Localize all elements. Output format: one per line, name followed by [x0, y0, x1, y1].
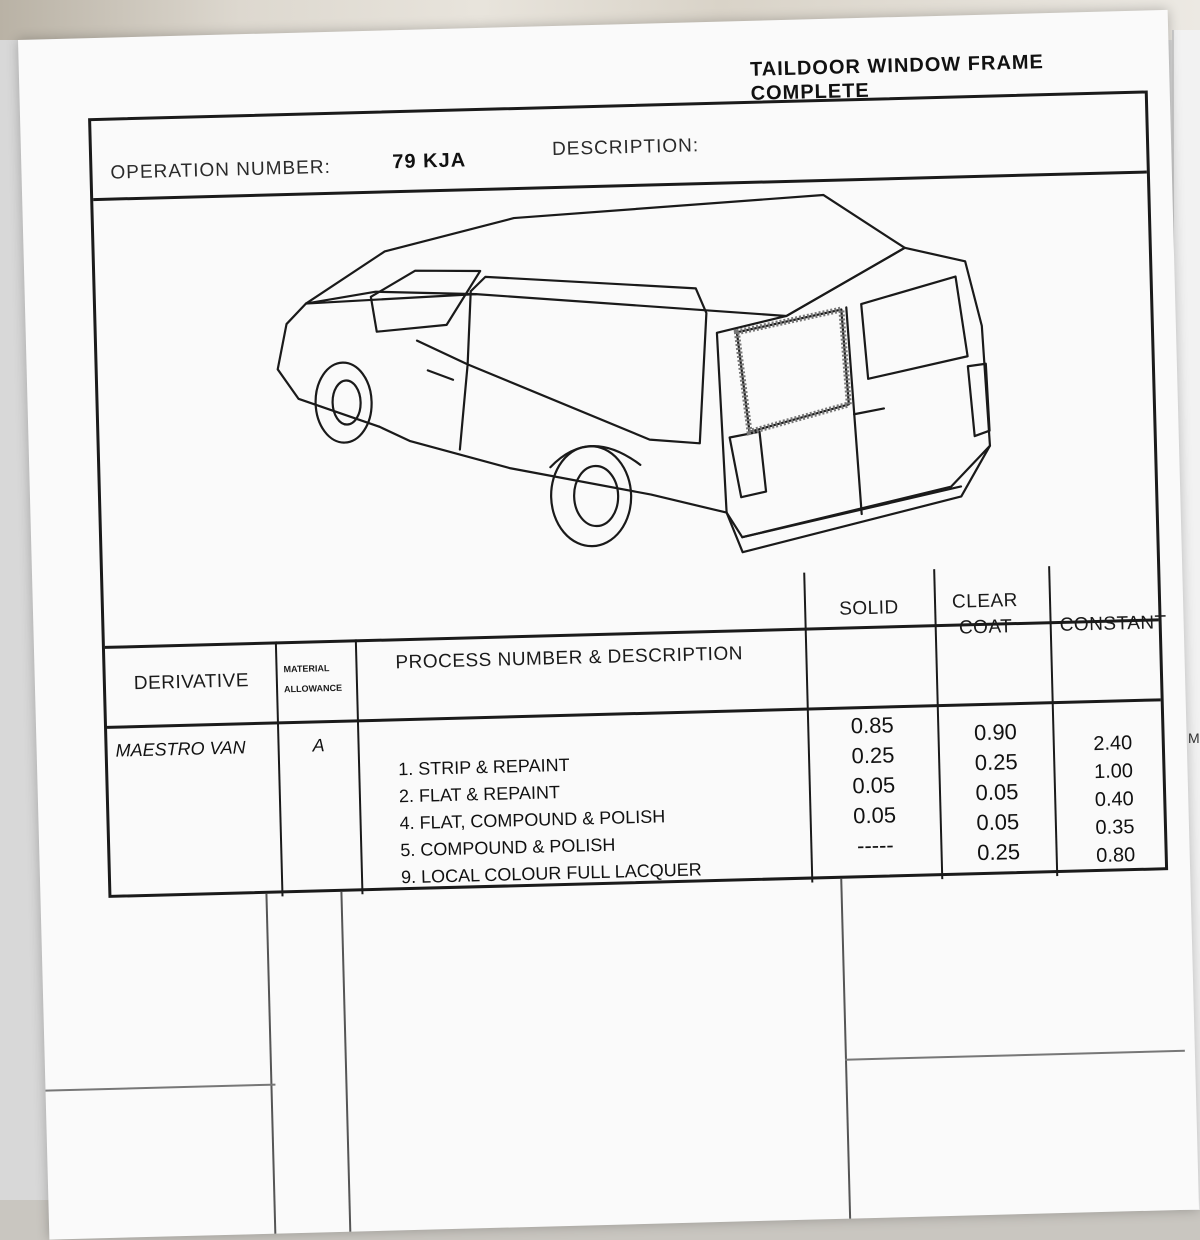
process-item: 2. FLAT & REPAINT	[398, 782, 561, 807]
show-through-table	[41, 870, 1200, 1240]
col-divider-4	[933, 569, 943, 879]
constant-value: 0.80	[1095, 844, 1136, 868]
description-line-1: TAILDOOR WINDOW FRAME	[749, 51, 1045, 81]
constant-value: 2.40	[1093, 732, 1133, 756]
faded-rule	[845, 1050, 1185, 1061]
operation-number-label: OPERATION NUMBER:	[110, 156, 332, 184]
description-value	[750, 50, 1045, 106]
description-label: DESCRIPTION:	[551, 135, 700, 161]
solid-values	[832, 710, 916, 862]
clear-coat-values	[955, 717, 1039, 869]
process-item: 4. FLAT, COMPOUND & POLISH	[399, 806, 666, 834]
faded-divider	[265, 894, 276, 1234]
solid-value: 0.85	[850, 712, 894, 739]
solid-value: 0.05	[852, 772, 896, 799]
process-item: 9. LOCAL COLOUR FULL LACQUER	[400, 859, 702, 888]
van-illustration	[263, 185, 1013, 614]
solid-value: 0.05	[852, 802, 897, 829]
process-item: 5. COMPOUND & POLISH	[400, 834, 616, 861]
process-item: 1. STRIP & REPAINT	[397, 754, 570, 780]
header-derivative: DERIVATIVE	[133, 670, 250, 695]
constant-value: 1.00	[1093, 760, 1134, 784]
row-derivative: MAESTRO VAN	[115, 737, 246, 761]
header-solid: SOLID	[838, 597, 899, 620]
manual-page	[18, 10, 1199, 1240]
faded-divider	[340, 892, 351, 1232]
col-divider-5	[1048, 566, 1058, 876]
faded-rule	[45, 1084, 275, 1092]
col-divider-3	[803, 573, 813, 883]
header-process: PROCESS NUMBER & DESCRIPTION	[395, 643, 744, 674]
constant-value: 0.35	[1095, 816, 1135, 840]
solid-value: -----	[856, 832, 895, 859]
constant-value: 0.40	[1094, 788, 1135, 812]
facing-page-marker: M	[1188, 730, 1200, 746]
col-divider-1	[275, 641, 284, 896]
header-clear-coat: CLEAR COAT	[951, 590, 1019, 639]
clear-coat-value: 0.25	[974, 749, 1018, 776]
header-constant: CONSTANT	[1059, 612, 1168, 636]
description-line-2: COMPLETE	[750, 79, 871, 105]
clear-coat-value: 0.05	[975, 779, 1019, 806]
clear-coat-value: 0.05	[976, 809, 1020, 836]
solid-value: 0.25	[851, 742, 895, 769]
header-material-allowance: MATERIAL ALLOWANCE	[283, 663, 343, 695]
clear-coat-value: 0.90	[973, 719, 1018, 746]
col-divider-2	[355, 639, 364, 894]
operation-frame	[88, 51, 1168, 897]
constant-values	[1072, 729, 1156, 871]
operation-number-value: 79 KJA	[392, 149, 467, 174]
process-list	[398, 748, 702, 891]
clear-coat-value: 0.25	[976, 839, 1021, 866]
faded-divider	[840, 879, 851, 1219]
times-table	[105, 590, 1168, 901]
row-material-allowance: A	[312, 735, 325, 756]
